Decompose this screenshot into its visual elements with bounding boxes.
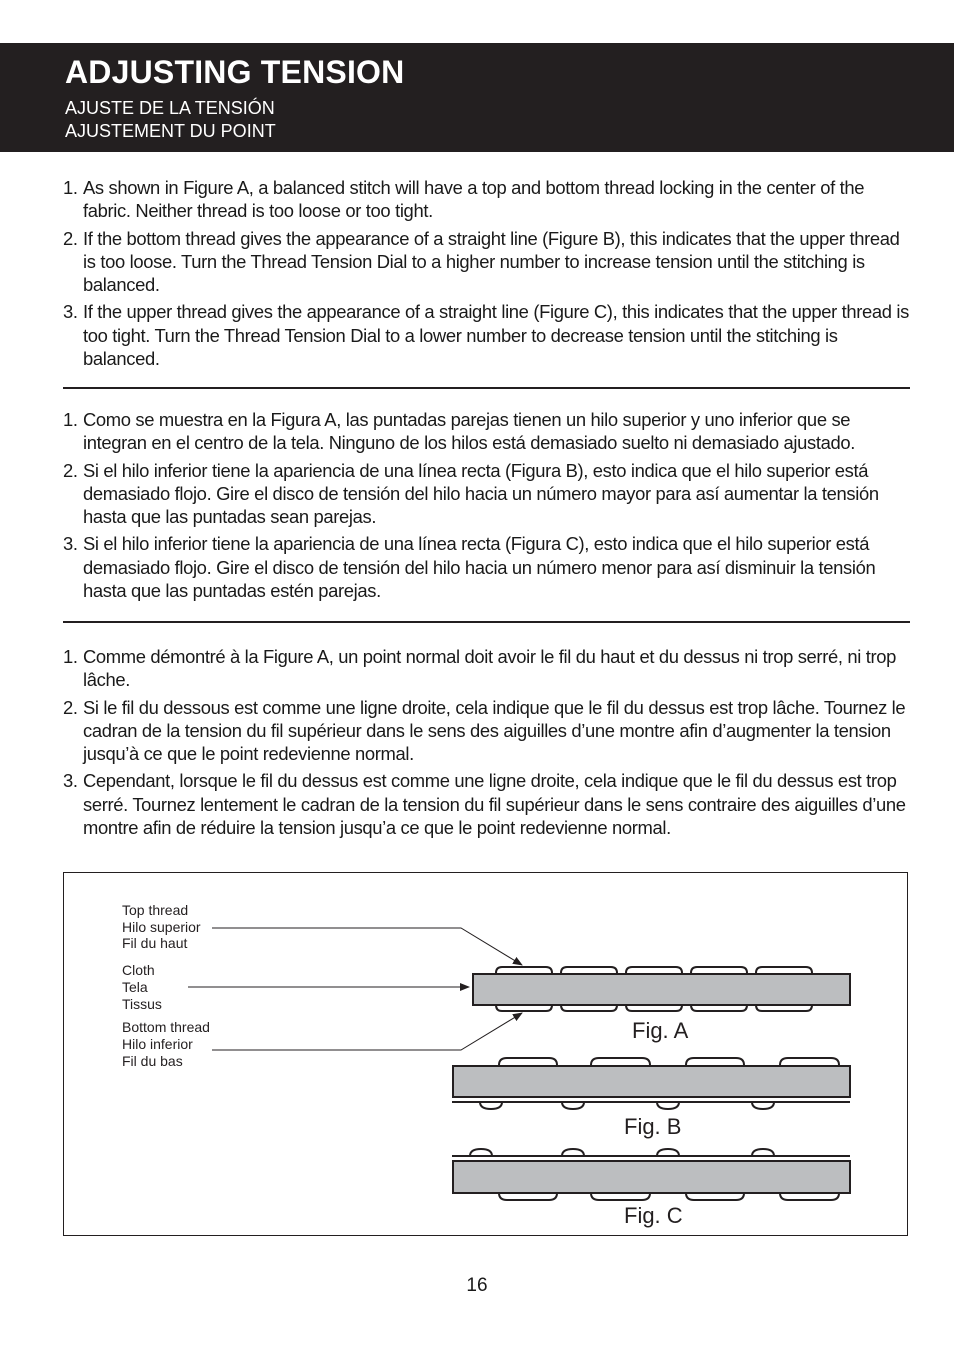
fig-c-caption: Fig. C xyxy=(624,1203,683,1228)
cloth-label-en: Cloth xyxy=(122,962,155,978)
item-number: 3. xyxy=(63,770,78,792)
section-divider xyxy=(63,387,910,389)
item-text: If the bottom thread gives the appearance of a straight line (Figure B), this indicates that the upper thread is too loose. Turn the Thread Tension Dial to a higher number to increase tension until the stitching is balanced. xyxy=(83,227,900,296)
item-number: 3. xyxy=(63,301,78,323)
top-thread-pointer xyxy=(212,928,522,965)
list-item xyxy=(63,227,913,297)
list-item xyxy=(63,696,913,766)
item-text: Comme démontré à la Figure A, un point normal doit avoir le fil du haut et du dessus ni trop serré, ni trop lâche. xyxy=(83,646,897,691)
item-number: 1. xyxy=(63,177,78,198)
item-number: 2. xyxy=(63,459,78,481)
top-thread-label-es: Hilo superior xyxy=(122,919,201,935)
fig-a-caption: Fig. A xyxy=(632,1018,689,1043)
item-text: Cependant, lorsque le fil du dessus est comme une ligne droite, cela indique que le fil du dessus est trop serré. Tournez lentement le cadran de la tension du fil supérieur dans le sens contraire des aiguilles d’une montre afin de réduire la tension jusqu’a ce que le point redevienne normal. xyxy=(83,770,906,839)
figure-a-cloth xyxy=(473,974,850,1005)
item-text: As shown in Figure A, a balanced stitch will have a top and bottom thread locking in the center of the fabric. Neither thread is too loose or too tight. xyxy=(83,177,865,222)
top-thread-label-fr: Fil du haut xyxy=(122,935,188,951)
figure-b-cloth xyxy=(453,1066,850,1097)
item-number: 1. xyxy=(63,409,78,430)
list-item xyxy=(63,300,913,370)
item-text: Si el hilo inferior tiene la apariencia de una línea recta (Figura C), esto indica que el hilo superior está demasiado flojo. Gire el disco de tensión del hilo hacia un número menor para así disminuir la tensión hasta que las puntadas estén parejas. xyxy=(83,533,876,602)
page-subtitle-spanish: AJUSTE DE LA TENSIÓN xyxy=(65,98,275,118)
figure-c-cloth xyxy=(453,1161,850,1193)
section-divider xyxy=(63,621,910,623)
item-text: Si el hilo inferior tiene la apariencia de una línea recta (Figura B), esto indica que el hilo superior está demasiado flojo. Gire el disco de tensión del hilo hacia un número mayor para así aumentar la tensión hasta que las puntadas sean parejas. xyxy=(83,459,879,528)
list-item xyxy=(63,769,913,839)
list-item xyxy=(63,532,913,602)
item-text: If the upper thread gives the appearance of a straight line (Figure C), this indicates that the upper thread is too tight. Turn the Thread Tension Dial to a lower number to decrease tension until the stitching is balanced. xyxy=(83,301,910,370)
page-number: 16 xyxy=(466,1275,488,1296)
list-item xyxy=(63,459,913,529)
page-title: ADJUSTING TENSION xyxy=(65,54,405,90)
list-item xyxy=(63,176,913,223)
item-number: 1. xyxy=(63,646,78,667)
english-instructions xyxy=(63,176,913,374)
cloth-label-fr: Tissus xyxy=(122,996,162,1012)
french-instructions xyxy=(63,645,913,843)
item-number: 3. xyxy=(63,533,78,555)
item-text: Como se muestra en la Figura A, las puntadas parejas tienen un hilo superior y uno inferior que se integran en el centro de la tela. Ninguno de los hilos está demasiado suelto ni demasiado ajustado. xyxy=(83,409,855,454)
bottom-thread-label-fr: Fil du bas xyxy=(122,1053,183,1069)
tension-figure xyxy=(63,872,908,1236)
bottom-thread-label-es: Hilo inferior xyxy=(122,1036,193,1052)
list-item xyxy=(63,408,913,455)
item-number: 2. xyxy=(63,696,78,718)
bottom-thread-pointer xyxy=(212,1013,522,1050)
top-thread-label-en: Top thread xyxy=(122,902,189,918)
spanish-instructions xyxy=(63,408,913,606)
bottom-thread-label-en: Bottom thread xyxy=(122,1019,210,1035)
fig-b-caption: Fig. B xyxy=(624,1114,682,1139)
list-item xyxy=(63,645,913,692)
cloth-label-es: Tela xyxy=(122,979,148,995)
item-number: 2. xyxy=(63,227,78,249)
stitch-diagram xyxy=(64,873,909,1237)
page-header xyxy=(0,43,954,152)
item-text: Si le fil du dessous est comme une ligne droite, cela indique que le fil du dessus est trop lâche. Tournez le cadran de la tension du fil supérieur dans le sens des aiguilles d’une montre afin d’augmenter la tension jusqu’à ce que le point redevienne normal. xyxy=(83,696,906,765)
page-subtitle-french: AJUSTEMENT DU POINT xyxy=(65,121,276,141)
